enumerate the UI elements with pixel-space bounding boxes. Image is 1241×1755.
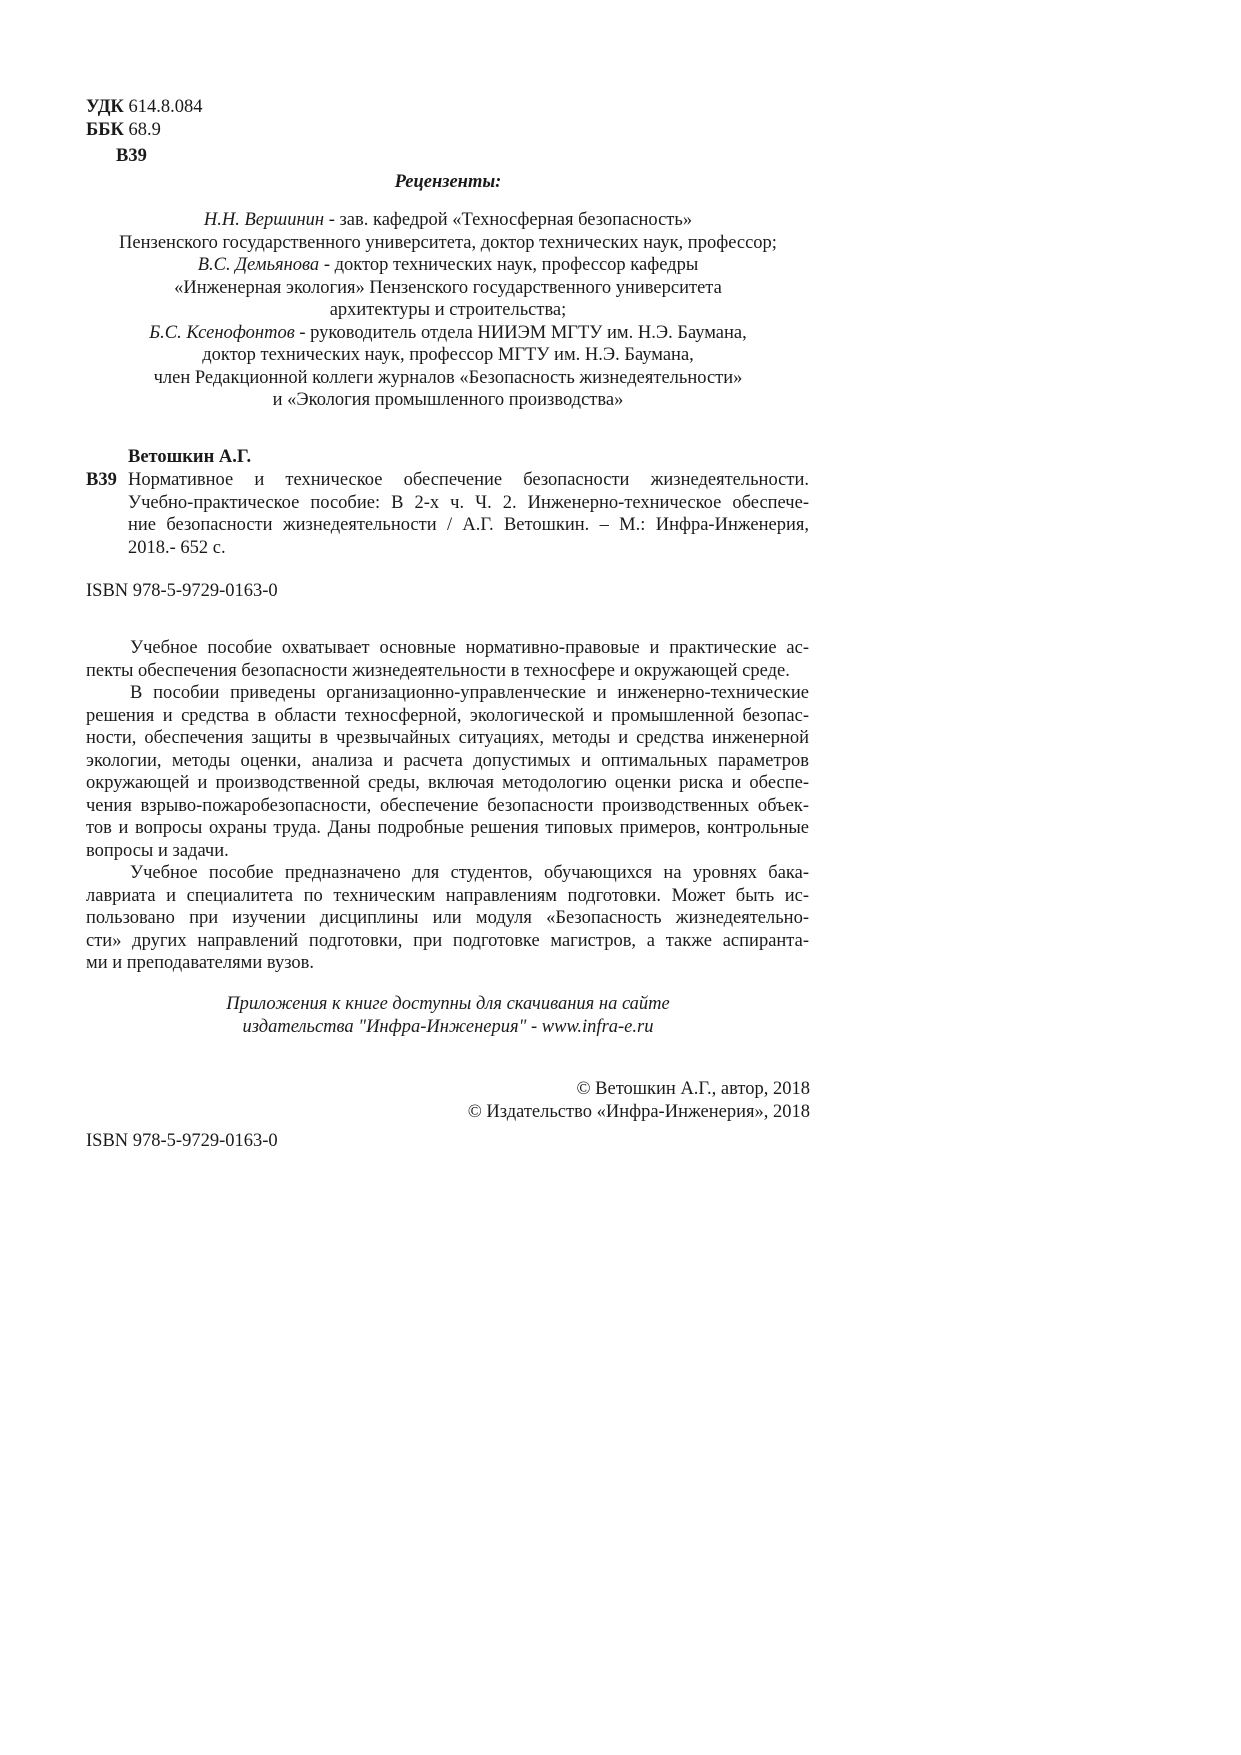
isbn-top: ISBN 978-5-9729-0163-0 [86,581,278,601]
udk-line [86,96,202,119]
abstract-p1-line: пекты обеспечения безопасности жизнедеятельности в техносфере и окружающей среде. [86,660,790,681]
reviewers-heading: Рецензенты: [394,172,502,192]
reviewer-2-affiliation: «Инженерная экология» Пензенского государственного университета [174,277,722,298]
reviewer-3-line: Б.С. Ксенофонтов - руководитель отдела НИИЭМ МГТУ им. Н.Э. Баумана, [149,322,747,343]
biblio-author: Ветошкин А.Г. [128,447,252,467]
abstract-p3-line: сти» других направлений подготовки, при подготовке магистров, а также аспиранта- [86,930,809,951]
appendix-line-1: Приложения к книге доступны для скачивания на сайте [226,994,670,1014]
bbk-label: ББК [86,120,124,140]
reviewer-3-affiliation-3: и «Экология промышленного производства» [272,390,624,410]
copyright [86,1078,810,1123]
abstract-p3-line: ми и преподавателями вузов. [86,953,315,973]
reviewer-2-name: В.С. Демьянова [197,255,320,275]
reviewers-block [86,209,810,412]
reviewer-3-affiliation: доктор технических наук, профессор МГТУ им. Н.Э. Баумана, [202,345,694,365]
udk-value: 614.8.084 [128,97,203,117]
biblio-mark: В39 [86,470,117,490]
abstract-p2-line: окружающей и производственной среды, включая методологию оценки риска и обеспе- [86,773,809,793]
reviewer-3-name: Б.С. Ксенофонтов [149,322,295,343]
abstract-p3-line: пользовано при изучении дисциплины или модуля «Безопасность жизнедеятельно- [86,908,809,928]
copyright-author: © Ветошкин А.Г., автор, 2018 [576,1079,810,1099]
reviewer-1-affiliation: Пензенского государственного университета, доктор технических наук, профессор; [119,232,777,253]
biblio-line-4: 2018.- 652 с. [128,537,226,558]
abstract [86,637,809,975]
abstract-p2-line: тов и вопросы охраны труда. Даны подробные решения типовых примеров, контрольные [86,818,809,838]
reviewer-2-line: В.С. Демьянова - доктор технических наук, профессор кафедры [197,255,699,275]
abstract-p2-line: экологии, методы оценки, анализа и расчета допустимых и оптимальных параметров [86,750,809,771]
reviewer-1-name: Н.Н. Вершинин [203,210,325,230]
abstract-p2-line: решения и средства в области техносферной, экологической и промышленной безопас- [86,705,809,726]
reviewer-1-line: Н.Н. Вершинин - зав. кафедрой «Техносферная безопасность» [203,210,693,230]
abstract-p2-line: В пособии приведены организационно-управленческие и инженерно-технические [130,683,809,703]
biblio-line-1: Нормативное и техническое обеспечение безопасности жизнедеятельности. [128,470,809,490]
author-mark: В39 [116,146,147,166]
abstract-p2-line: чения взрыво-пожаробезопасности, обеспечение безопасности производственных объек- [86,795,809,816]
abstract-p1-line: Учебное пособие охватывает основные нормативно-правовые и практические ас- [130,638,809,658]
appendix-note [86,993,810,1038]
abstract-p2-line: вопросы и задачи. [86,840,229,861]
reviewer-2-affiliation-2: архитектуры и строительства; [329,300,567,320]
biblio-line-2: Учебно-практическое пособие: В 2-х ч. Ч. 2. Инженерно-техническое обеспече- [128,492,809,513]
copyright-publisher: © Издательство «Инфра-Инженерия», 2018 [467,1101,810,1122]
bbk-value: 68.9 [128,120,161,140]
udk-label: УДК [86,97,124,117]
abstract-p3-line: лавриата и специалитета по техническим направлениям подготовки. Может быть ис- [86,885,809,906]
abstract-p2-line: ности, обеспечения защиты в чрезвычайных ситуациях, методы и средства инженерной [86,728,809,748]
isbn-bottom: ISBN 978-5-9729-0163-0 [86,1131,278,1151]
bbk-line [86,119,161,142]
biblio-line-3: ние безопасности жизнедеятельности / А.Г. Ветошкин. – М.: Инфра-Инженерия, [128,515,809,535]
biblio-description [128,469,809,559]
abstract-p3-line: Учебное пособие предназначено для студентов, обучающихся на уровнях бака- [130,863,809,883]
reviewer-3-affiliation-2: член Редакционной коллеги журналов «Безопасность жизнедеятельности» [153,367,743,388]
appendix-line-2: издательства "Инфра-Инженерия" - www.infra-e.ru [242,1016,654,1037]
